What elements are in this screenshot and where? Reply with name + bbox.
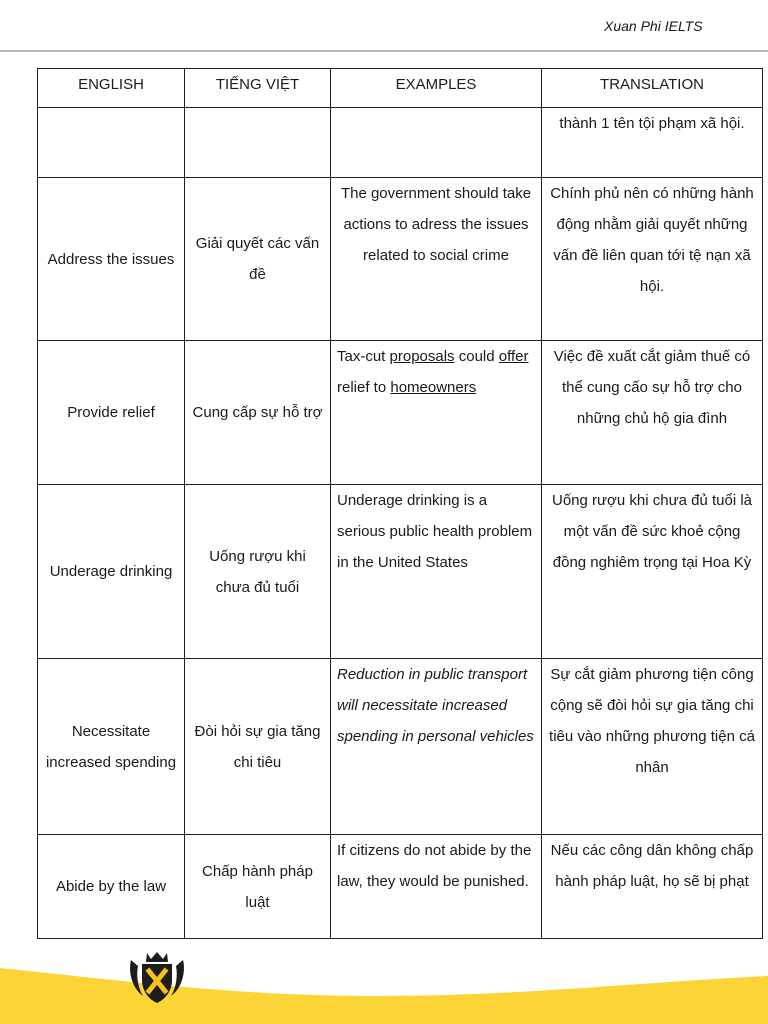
cell-english: Provide relief	[38, 341, 185, 485]
cell-example	[331, 108, 542, 178]
cell-vietnamese: Chấp hành pháp luật	[185, 835, 331, 939]
brand-shield-logo-icon	[125, 950, 189, 1006]
column-header-vietnamese: TIẾNG VIỆT	[185, 69, 331, 108]
example-text: could	[454, 348, 499, 365]
cell-vietnamese	[185, 108, 331, 178]
footer-wave-band	[0, 930, 768, 1024]
cell-vietnamese: Đòi hỏi sự gia tăng chi tiêu	[185, 659, 331, 835]
cell-english: Underage drinking	[38, 485, 185, 659]
cell-english: Address the issues	[38, 178, 185, 341]
header-divider	[0, 50, 768, 52]
cell-example: Reduction in public transport will necessitate increased spending in personal vehicles	[331, 659, 542, 835]
cell-vietnamese: Giải quyết các vấn đề	[185, 178, 331, 341]
header-brand: Xuan Phi IELTS	[604, 18, 703, 34]
table-header-row	[38, 69, 763, 108]
example-text: Tax-cut	[337, 348, 390, 365]
underlined-word: homeowners	[390, 379, 477, 396]
vocabulary-table	[37, 68, 763, 939]
example-text: relief to	[337, 379, 391, 396]
cell-vietnamese: Cung cấp sự hỗ trợ	[185, 341, 331, 485]
cell-example: If citizens do not abide by the law, they would be punished.	[331, 835, 542, 939]
cell-translation: thành 1 tên tội phạm xã hội.	[542, 108, 763, 178]
table-row	[38, 108, 763, 178]
footer-wave-shape	[0, 968, 768, 1024]
table-row	[38, 835, 763, 939]
cell-translation: Uống rượu khi chưa đủ tuổi là một vấn đề sức khoẻ cộng đồng nghiêm trọng tại Hoa Kỳ	[542, 485, 763, 659]
cell-english: Necessitate increased spending	[38, 659, 185, 835]
cell-example: The government should take actions to adress the issues related to social crime	[331, 178, 542, 341]
table-row	[38, 659, 763, 835]
underlined-word: proposals	[389, 348, 455, 365]
cell-translation: Việc đề xuất cắt giảm thuế có thể cung cấo sự hỗ trợ cho những chủ hộ gia đình	[542, 341, 763, 485]
cell-example	[331, 341, 542, 485]
table-row	[38, 485, 763, 659]
column-header-examples: EXAMPLES	[331, 69, 542, 108]
cell-translation: Nếu các công dân không chấp hành pháp luật, họ sẽ bị phạt	[542, 835, 763, 939]
table-row	[38, 178, 763, 341]
cell-vietnamese: Uống rượu khi chưa đủ tuổi	[185, 485, 331, 659]
cell-english: Abide by the law	[38, 835, 185, 939]
cell-translation: Sự cắt giảm phương tiện công cộng sẽ đòi hỏi sự gia tăng chi tiêu vào những phương tiện cá nhân	[542, 659, 763, 835]
column-header-translation: TRANSLATION	[542, 69, 763, 108]
column-header-english: ENGLISH	[38, 69, 185, 108]
cell-english	[38, 108, 185, 178]
table-row	[38, 341, 763, 485]
underlined-word: offer	[498, 348, 529, 365]
cell-translation: Chính phủ nên có những hành động nhằm giải quyết những vấn đề liên quan tới tệ nạn xã hội.	[542, 178, 763, 341]
cell-example: Underage drinking is a serious public health problem in the United States	[331, 485, 542, 659]
